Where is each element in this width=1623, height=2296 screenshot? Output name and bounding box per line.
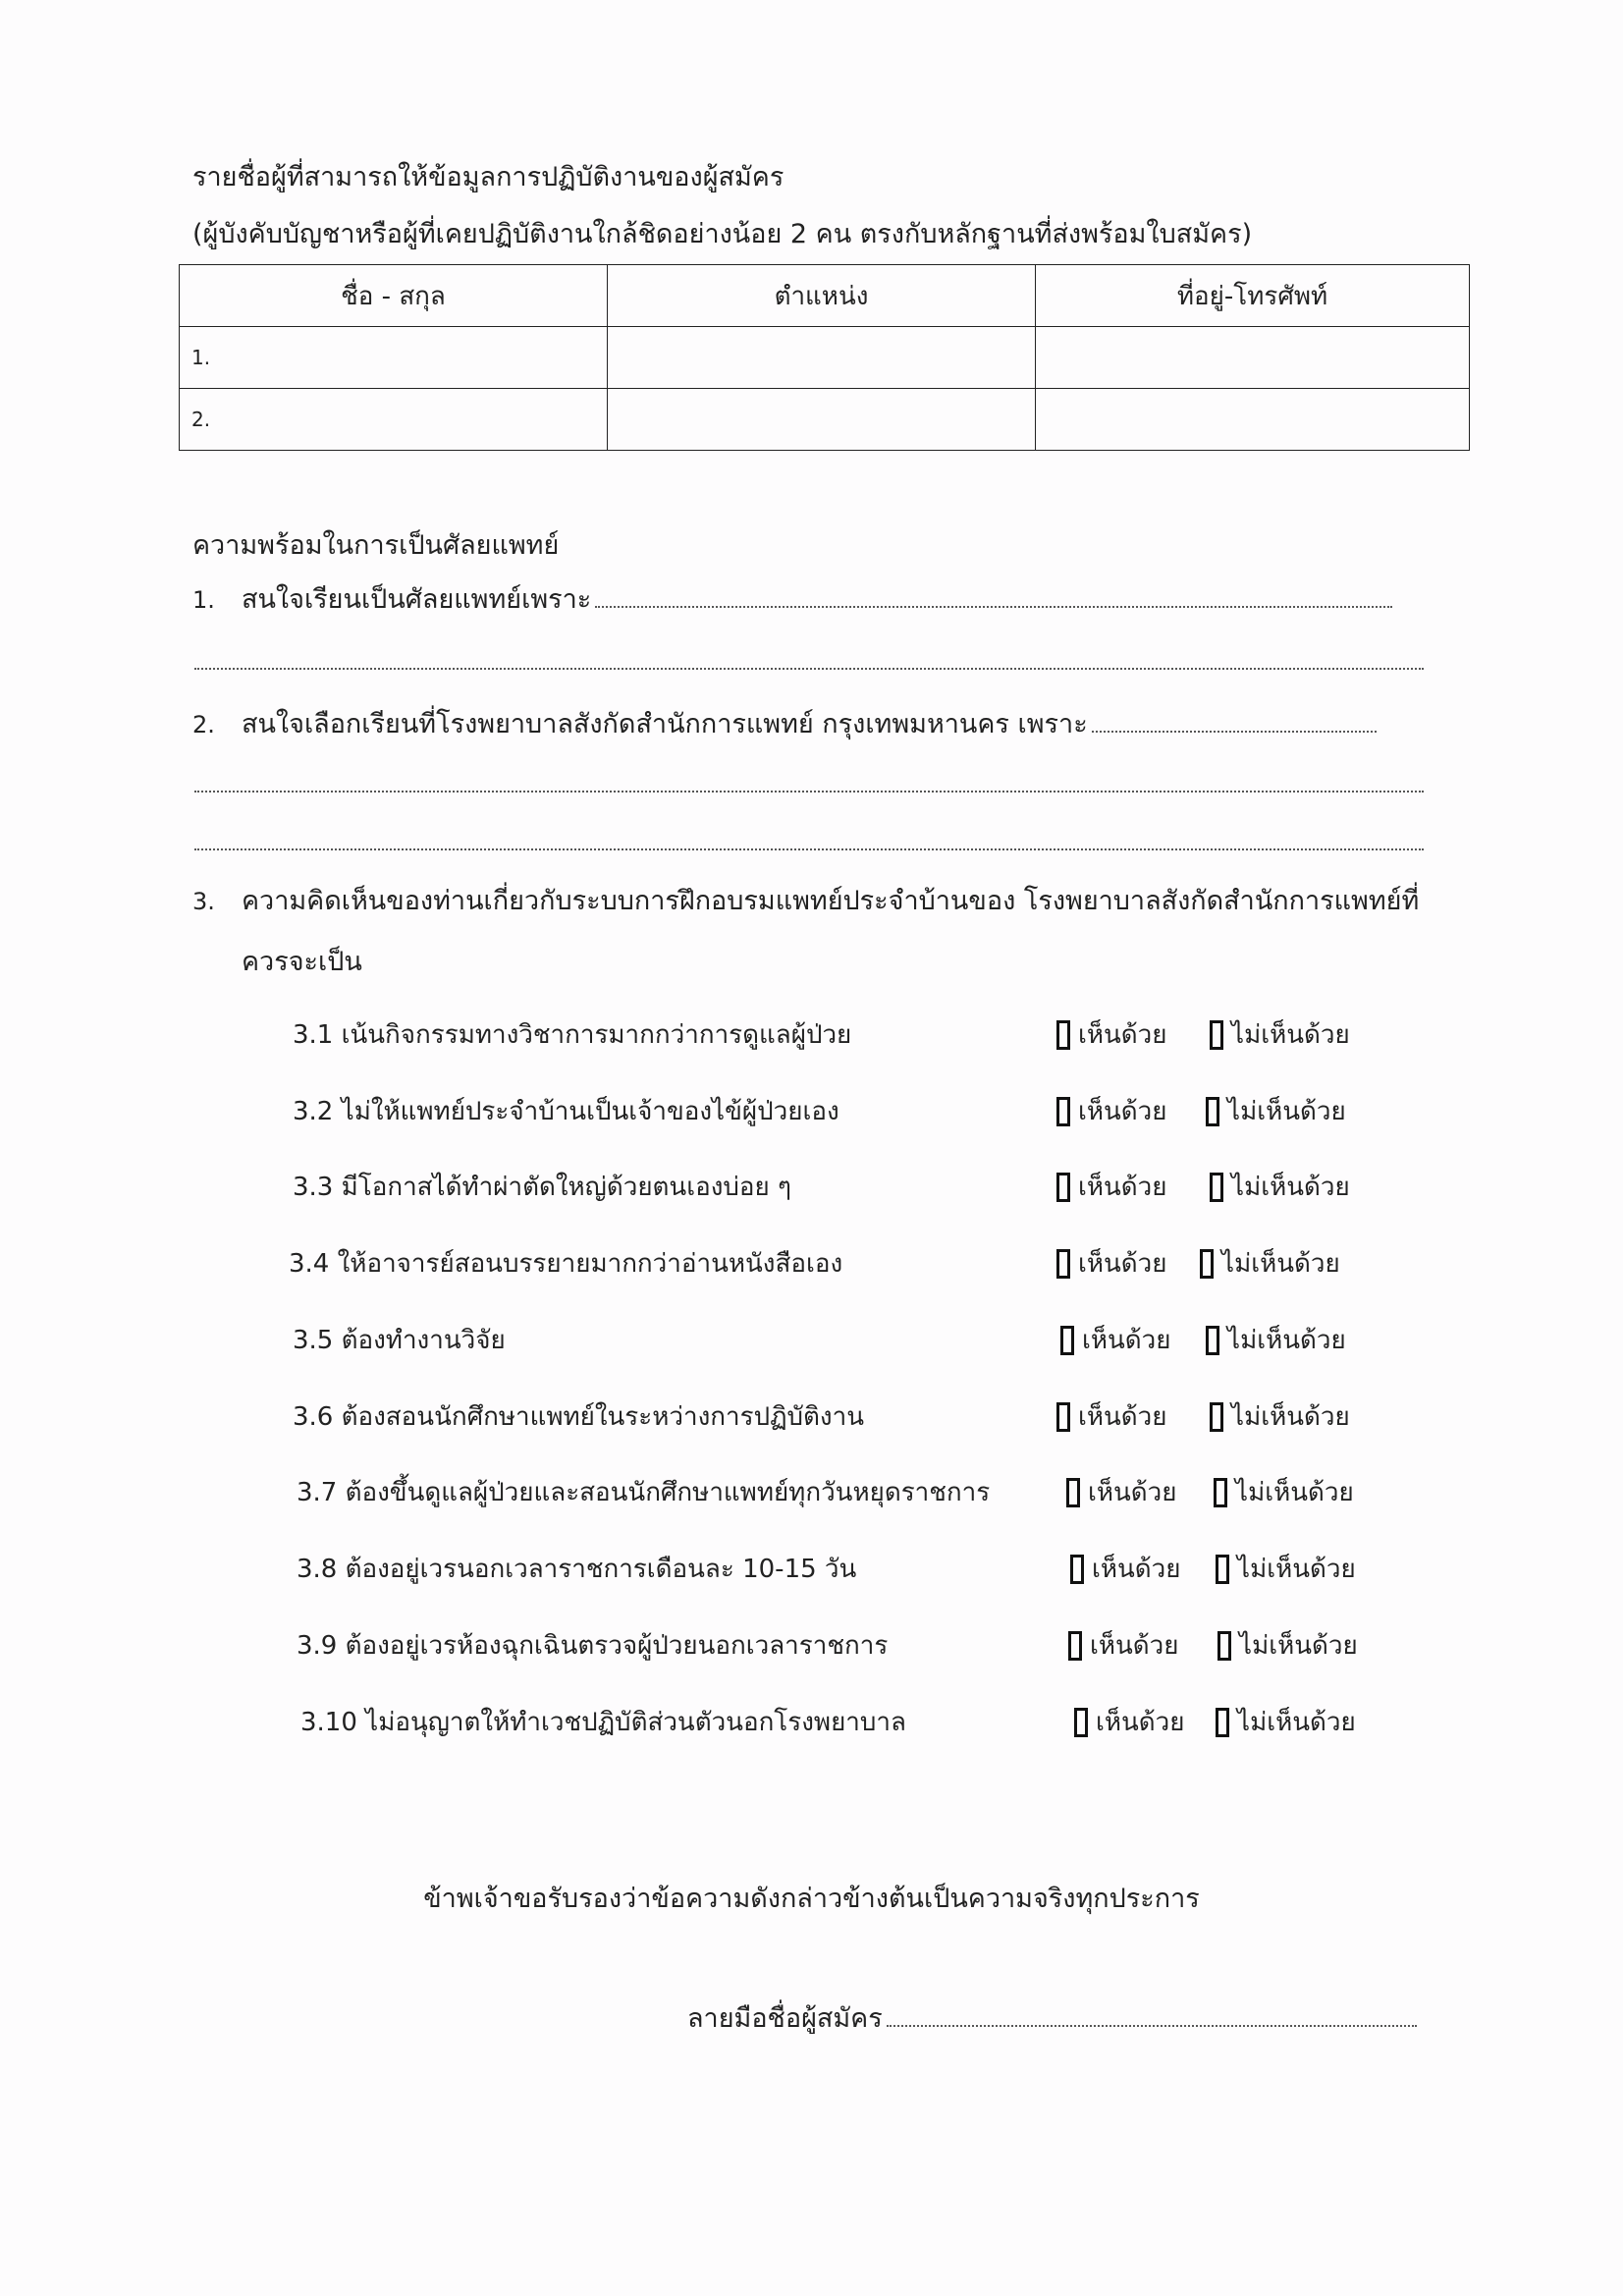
agree-option[interactable] — [1070, 1550, 1181, 1589]
disagree-label: ไม่เห็นด้วย — [1239, 1631, 1358, 1661]
question-2-text: สนใจเลือกเรียนที่โรงพยาบาลสังกัดสำนักการแพทย์ กรุงเทพมหานคร เพราะ — [242, 709, 1088, 739]
checkbox[interactable] — [1060, 1326, 1074, 1355]
checkbox[interactable] — [1216, 1708, 1229, 1737]
table-cell-position[interactable] — [608, 389, 1036, 451]
agree-label: เห็นด้วย — [1078, 1402, 1167, 1432]
signature-line — [687, 2001, 1417, 2037]
agree-option[interactable] — [1060, 1321, 1171, 1360]
signature-label: ลายมือชื่อผู้สมัคร — [687, 2003, 883, 2034]
disagree-option[interactable] — [1206, 1092, 1346, 1131]
checkbox[interactable] — [1217, 1631, 1231, 1661]
question-3-number: 3. — [192, 888, 215, 915]
disagree-label: ไม่เห็นด้วย — [1235, 1478, 1354, 1507]
table-cell-name[interactable]: 1. — [180, 327, 608, 389]
column-header-position: ตำแหน่ง — [608, 265, 1036, 327]
disagree-option[interactable] — [1206, 1321, 1346, 1360]
disagree-label: ไม่เห็นด้วย — [1227, 1097, 1346, 1126]
disagree-option[interactable] — [1216, 1550, 1356, 1589]
question-3-text: ความคิดเห็นของท่านเกี่ยวกับระบบการฝึกอบรมแพทย์ประจำบ้านของ โรงพยาบาลสังกัดสำนักการแพทย์ที่ — [242, 886, 1420, 916]
disagree-option[interactable] — [1210, 1015, 1350, 1055]
checkbox[interactable] — [1210, 1020, 1223, 1050]
opinion-item-text: 3.6 ต้องสอนนักศึกษาแพทย์ในระหว่างการปฏิบัติงาน — [293, 1402, 864, 1432]
table-cell-address-phone[interactable] — [1036, 389, 1470, 451]
disagree-option[interactable] — [1210, 1397, 1350, 1437]
opinion-item-text: 3.2 ไม่ให้แพทย์ประจำบ้านเป็นเจ้าของไข้ผู้ป่วยเอง — [293, 1097, 839, 1126]
checkbox[interactable] — [1056, 1020, 1070, 1050]
question-2-line — [242, 707, 1377, 742]
question-2-number: 2. — [192, 711, 215, 738]
opinion-row — [0, 1473, 1623, 1516]
opinion-item-text: 3.5 ต้องทำงานวิจัย — [293, 1326, 506, 1355]
checkbox[interactable] — [1210, 1173, 1223, 1202]
disagree-option[interactable] — [1216, 1703, 1356, 1742]
opinion-row — [0, 1244, 1623, 1287]
checkbox[interactable] — [1056, 1173, 1070, 1202]
disagree-option[interactable] — [1217, 1626, 1358, 1666]
checkbox[interactable] — [1200, 1249, 1214, 1279]
signature-field[interactable] — [887, 2025, 1417, 2027]
opinion-item-text: 3.10 ไม่อนุญาตให้ทำเวชปฏิบัติส่วนตัวนอกโรงพยาบาล — [300, 1708, 906, 1737]
disagree-option[interactable] — [1214, 1473, 1354, 1512]
table-row — [180, 389, 1470, 451]
agree-option[interactable] — [1056, 1244, 1167, 1284]
opinion-row — [0, 1321, 1623, 1364]
disagree-label: ไม่เห็นด้วย — [1231, 1402, 1350, 1432]
question-1-line — [242, 582, 1392, 618]
agree-label: เห็นด้วย — [1078, 1020, 1167, 1050]
references-subtitle: (ผู้บังคับบัญชาหรือผู้ที่เคยปฏิบัติงานใกล้ชิดอย่างน้อย 2 คน ตรงกับหลักฐานที่ส่งพร้อมใบสมัคร) — [192, 219, 1253, 249]
opinion-item-text: 3.8 ต้องอยู่เวรนอกเวลาราชการเดือนละ 10-15 วัน — [297, 1555, 857, 1584]
opinion-row — [0, 1626, 1623, 1669]
agree-option[interactable] — [1056, 1015, 1167, 1055]
checkbox[interactable] — [1056, 1249, 1070, 1279]
disagree-label: ไม่เห็นด้วย — [1227, 1326, 1346, 1355]
opinion-item-text: 3.7 ต้องขึ้นดูแลผู้ป่วยและสอนนักศึกษาแพทย์ทุกวันหยุดราชการ — [297, 1478, 991, 1507]
opinion-item-text: 3.3 มีโอกาสได้ทำผ่าตัดใหญ่ด้วยตนเองบ่อย ๆ — [293, 1173, 791, 1202]
opinion-item-text: 3.9 ต้องอยู่เวรห้องฉุกเฉินตรวจผู้ป่วยนอกเวลาราชการ — [297, 1631, 889, 1661]
checkbox[interactable] — [1068, 1631, 1082, 1661]
agree-label: เห็นด้วย — [1088, 1478, 1177, 1507]
opinion-item-text: 3.1 เน้นกิจกรรมทางวิชาการมากกว่าการดูแลผู้ป่วย — [293, 1020, 852, 1050]
table-cell-name[interactable]: 2. — [180, 389, 608, 451]
certification-statement: ข้าพเจ้าขอรับรองว่าข้อความดังกล่าวข้างต้นเป็นความจริงทุกประการ — [423, 1884, 1200, 1914]
table-row — [180, 327, 1470, 389]
checkbox[interactable] — [1066, 1478, 1080, 1507]
checkbox[interactable] — [1056, 1402, 1070, 1432]
question-2-answer-dots[interactable] — [1092, 731, 1377, 733]
agree-label: เห็นด้วย — [1078, 1173, 1167, 1202]
column-header-address-phone: ที่อยู่-โทรศัพท์ — [1036, 265, 1470, 327]
opinion-row — [0, 1397, 1623, 1441]
agree-label: เห็นด้วย — [1090, 1631, 1179, 1661]
question-1-number: 1. — [192, 586, 215, 614]
agree-label: เห็นด้วย — [1092, 1555, 1181, 1584]
opinion-item-text: 3.4 ให้อาจารย์สอนบรรยายมากกว่าอ่านหนังสือเอง — [289, 1249, 843, 1279]
readiness-title: ความพร้อมในการเป็นศัลยแพทย์ — [192, 530, 560, 561]
column-header-name: ชื่อ - สกุล — [180, 265, 608, 327]
disagree-option[interactable] — [1210, 1168, 1350, 1207]
checkbox[interactable] — [1074, 1708, 1088, 1737]
disagree-label: ไม่เห็นด้วย — [1237, 1708, 1356, 1737]
disagree-label: ไม่เห็นด้วย — [1237, 1555, 1356, 1584]
references-title: รายชื่อผู้ที่สามารถให้ข้อมูลการปฏิบัติงานของผู้สมัคร — [192, 162, 784, 192]
question-2-answer-line[interactable] — [194, 791, 1424, 793]
question-1-text: สนใจเรียนเป็นศัลยแพทย์เพราะ — [242, 584, 592, 615]
disagree-label: ไม่เห็นด้วย — [1221, 1249, 1340, 1279]
checkbox[interactable] — [1206, 1097, 1219, 1126]
checkbox[interactable] — [1070, 1555, 1084, 1584]
agree-label: เห็นด้วย — [1078, 1097, 1167, 1126]
opinion-row — [0, 1092, 1623, 1135]
checkbox[interactable] — [1214, 1478, 1227, 1507]
checkbox[interactable] — [1206, 1326, 1219, 1355]
checkbox[interactable] — [1056, 1097, 1070, 1126]
opinion-row — [0, 1703, 1623, 1746]
references-table — [179, 264, 1470, 451]
agree-option[interactable] — [1066, 1473, 1177, 1512]
agree-option[interactable] — [1074, 1703, 1185, 1742]
opinion-row — [0, 1168, 1623, 1211]
table-header-row — [180, 265, 1470, 327]
agree-option[interactable] — [1056, 1168, 1167, 1207]
disagree-label: ไม่เห็นด้วย — [1231, 1173, 1350, 1202]
agree-option[interactable] — [1068, 1626, 1179, 1666]
disagree-option[interactable] — [1200, 1244, 1340, 1284]
disagree-label: ไม่เห็นด้วย — [1231, 1020, 1350, 1050]
agree-label: เห็นด้วย — [1096, 1708, 1185, 1737]
table-cell-address-phone[interactable] — [1036, 327, 1470, 389]
question-3-text-cont: ควรจะเป็น — [242, 947, 362, 977]
agree-option[interactable] — [1056, 1397, 1167, 1437]
table-cell-position[interactable] — [608, 327, 1036, 389]
question-1-answer-dots[interactable] — [595, 606, 1392, 608]
agree-option[interactable] — [1056, 1092, 1167, 1131]
question-1-answer-line[interactable] — [194, 668, 1424, 670]
question-2-answer-line[interactable] — [194, 848, 1424, 850]
checkbox[interactable] — [1216, 1555, 1229, 1584]
opinion-row — [0, 1550, 1623, 1593]
checkbox[interactable] — [1210, 1402, 1223, 1432]
agree-label: เห็นด้วย — [1078, 1249, 1167, 1279]
opinion-row — [0, 1015, 1623, 1059]
agree-label: เห็นด้วย — [1082, 1326, 1171, 1355]
